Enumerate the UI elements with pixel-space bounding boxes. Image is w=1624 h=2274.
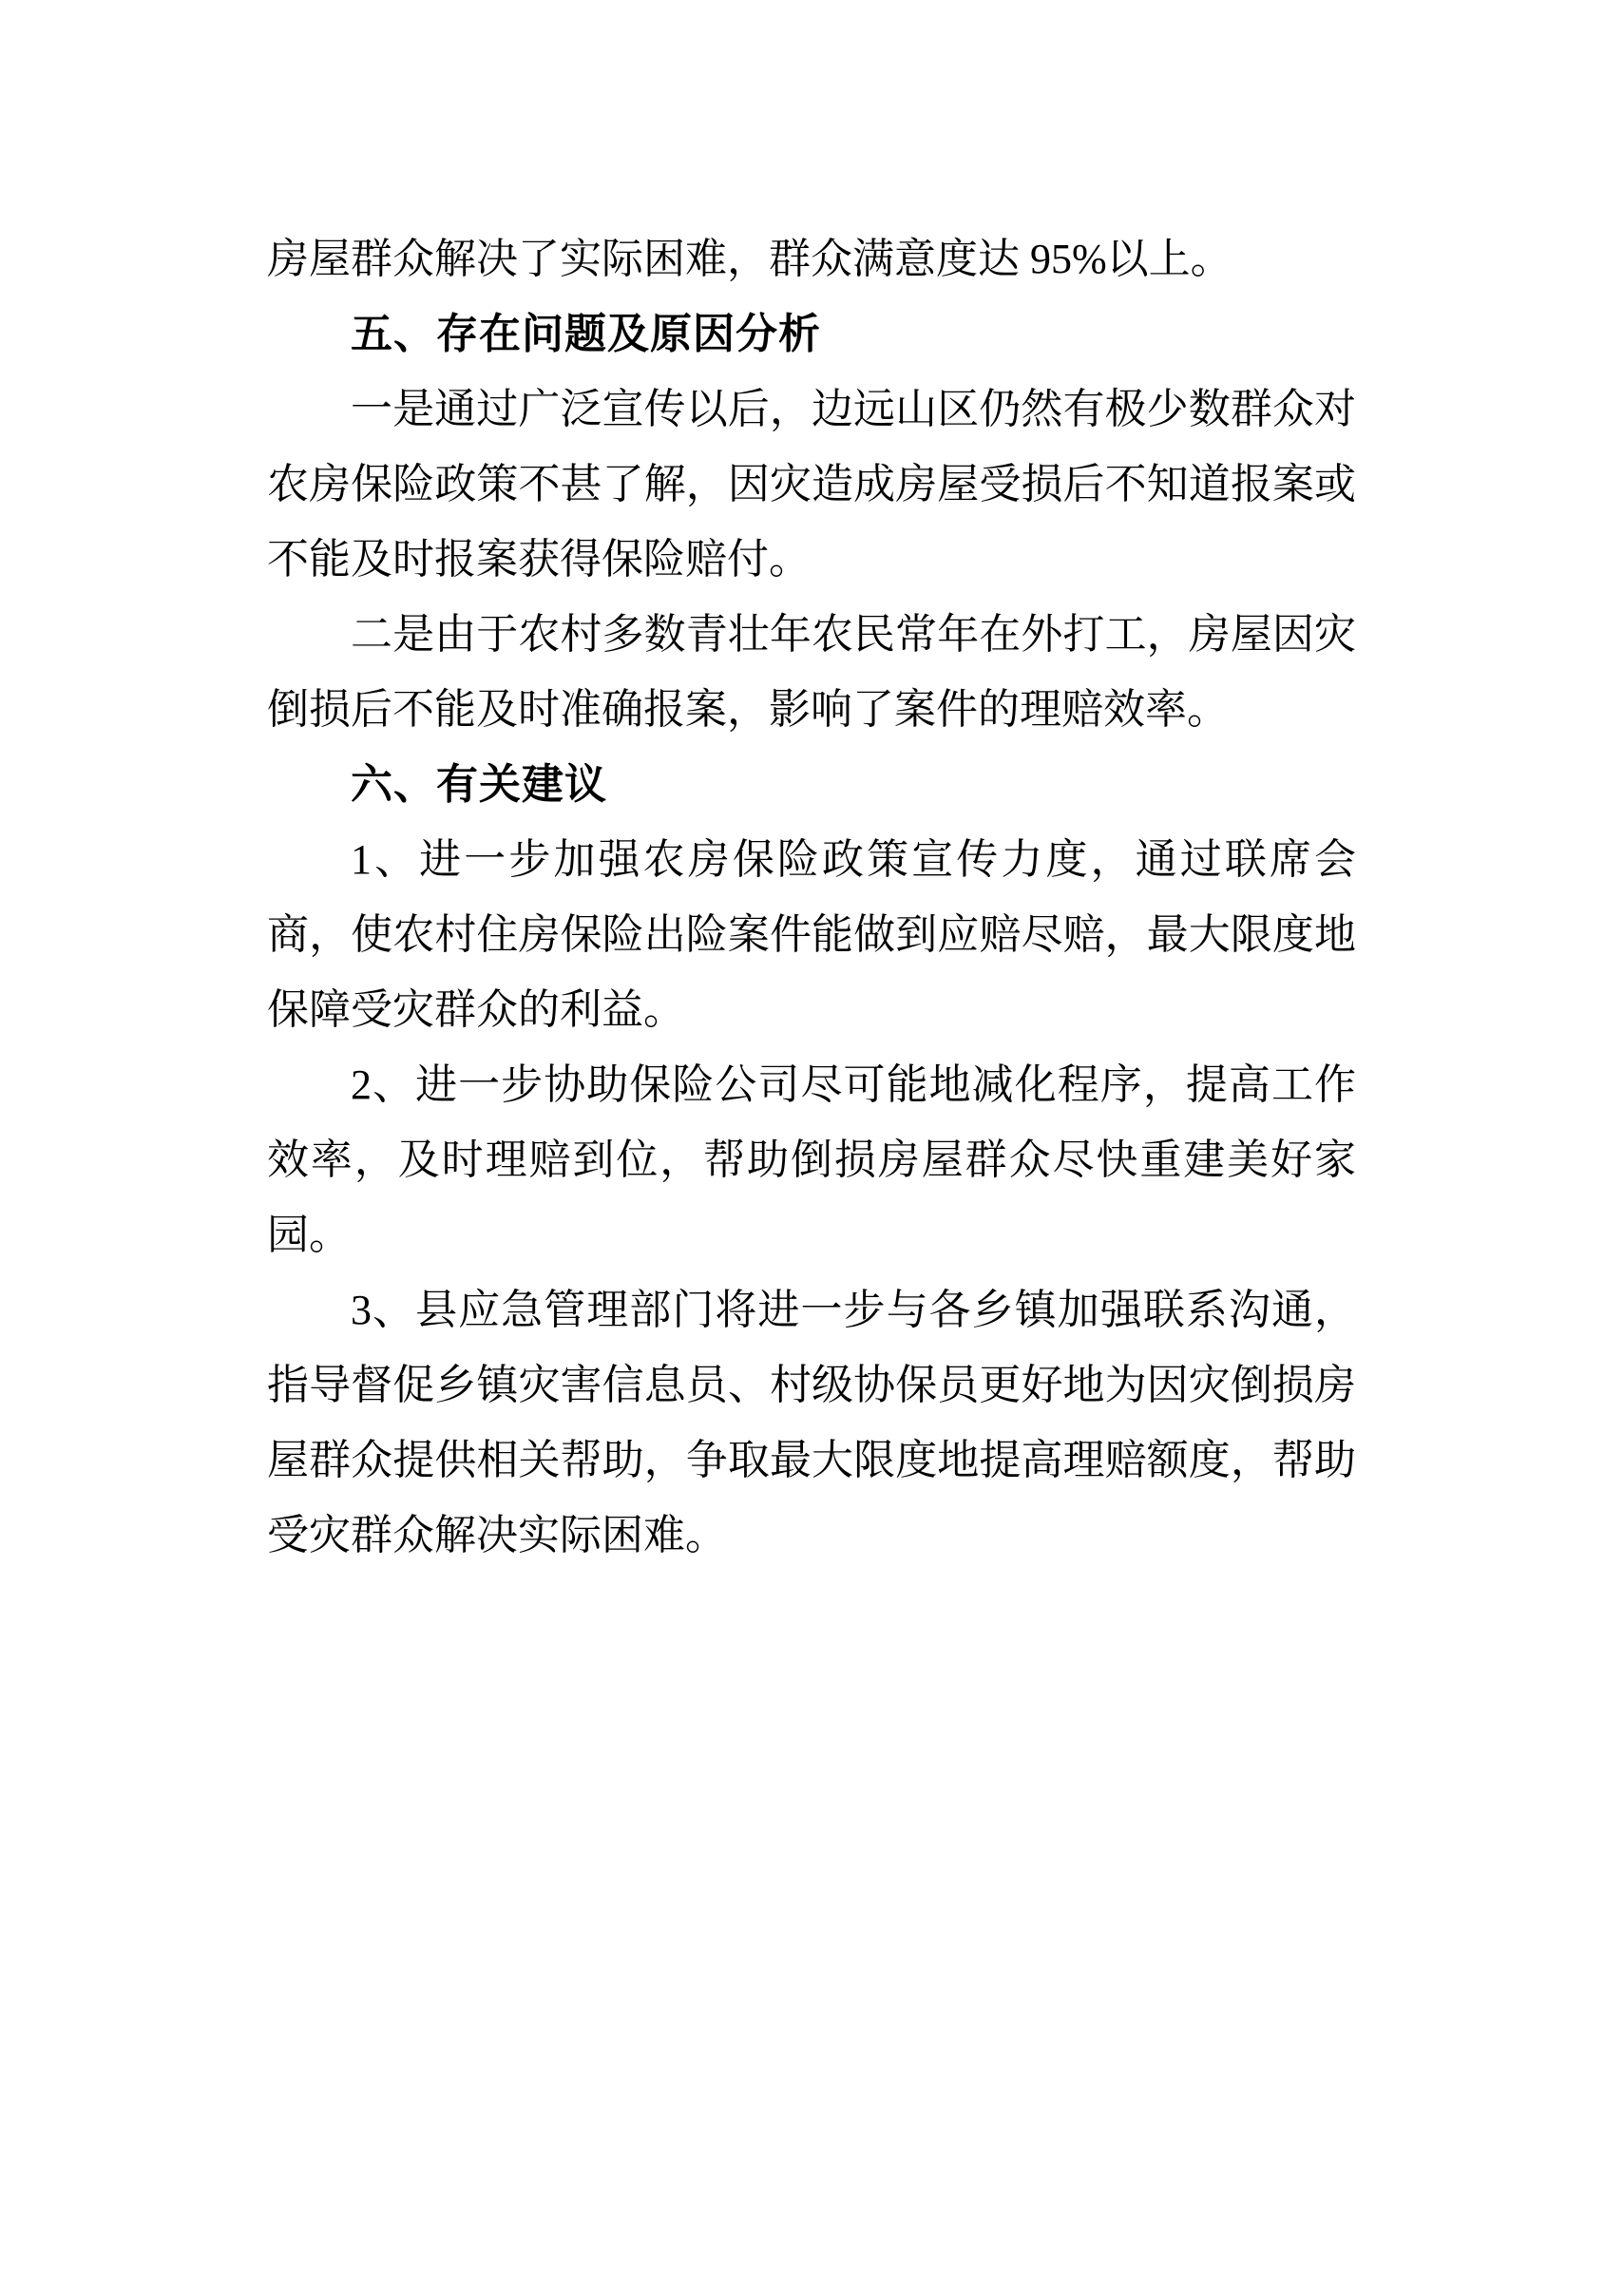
paragraph-problem-one: 一是通过广泛宣传以后，边远山区仍然有极少数群众对农房保险政策不甚了解，因灾造成房屋受损后不知道报案或不能及时报案获得保险赔付。 <box>267 386 1356 583</box>
paragraph-suggestion-three: 3、县应急管理部门将进一步与各乡镇加强联系沟通，指导督促乡镇灾害信息员、村级协保员更好地为因灾倒损房屋群众提供相关帮助，争取最大限度地提高理赔额度，帮助受灾群众解决实际困难。 <box>267 1287 1356 1558</box>
section-heading-problems-and-causes: 五、存在问题及原因分析 <box>351 311 821 357</box>
document-text-block <box>267 221 1356 1573</box>
section-heading-suggestions: 六、有关建议 <box>351 761 607 808</box>
paragraph-continuation-satisfaction: 房屋群众解决了实际困难，群众满意度达 95%以上。 <box>267 236 1232 282</box>
paragraph-suggestion-two: 2、进一步协助保险公司尽可能地减化程序，提高工作效率，及时理赔到位，帮助倒损房屋群众尽快重建美好家园。 <box>267 1061 1356 1258</box>
paragraph-suggestion-one: 1、进一步加强农房保险政策宣传力度，通过联席会商，使农村住房保险出险案件能做到应赔尽赔，最大限度地保障受灾群众的利益。 <box>267 836 1356 1033</box>
paragraph-problem-two: 二是由于农村多数青壮年农民常年在外打工，房屋因灾倒损后不能及时准确报案，影响了案件的理赔效率。 <box>267 611 1356 733</box>
